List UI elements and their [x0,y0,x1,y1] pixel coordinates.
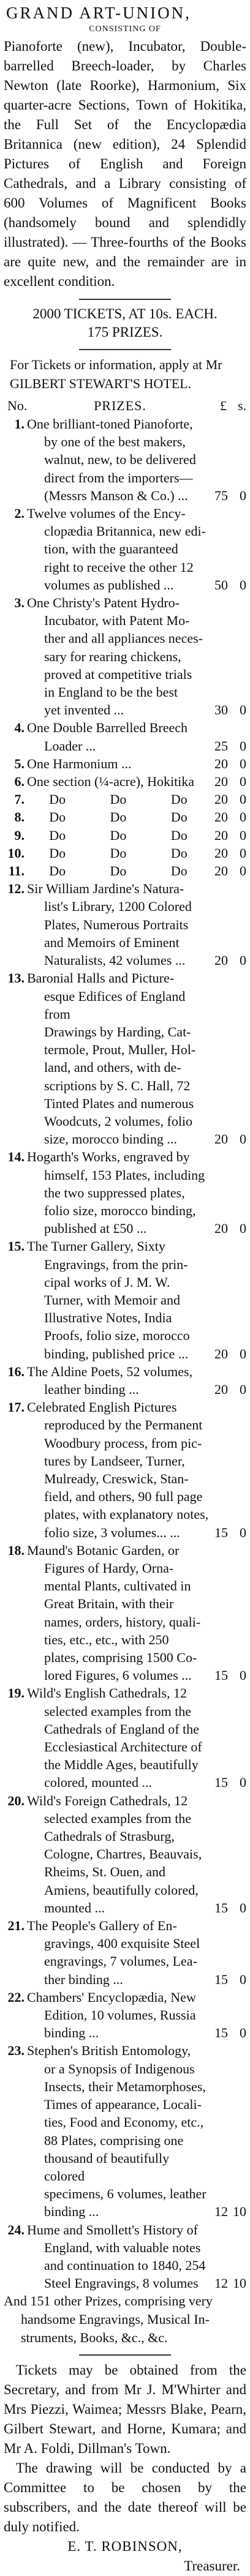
prize-number: 21. [7,1918,25,1934]
prize-row [4,1541,246,1685]
prize-description-line: Woodcuts, 2 volumes, folio [44,1113,193,1129]
prize-value-shillings: 0 [240,1524,246,1540]
prize-description-line: Engravings, from the prin- [44,1256,188,1272]
prize-value-shillings: 0 [240,1668,246,1683]
ditto-mark: Do [110,809,127,825]
prize-value-shillings: 0 [240,792,246,807]
prize-number: 10. [7,845,25,861]
signature-name: E. T. ROBINSON, [67,2539,183,2555]
prize-description-line: Tinted Plates and numerous [44,1095,194,1111]
hotel-line: GILBERT STEWART'S HOTEL. [10,376,192,391]
prize-description-line: names, orders, history, quali- [44,1614,201,1630]
prize-description-line: Wild's Foreign Cathedrals, 12 [27,1792,188,1808]
prize-value-pounds: 20 [214,953,228,968]
prize-row [4,415,246,504]
prize-description [27,1792,210,1917]
other-prizes-line: handsome Engravings, Musical In- [21,2312,210,2327]
prize-description-line: (Messrs Manson & Co.) ... [44,487,188,503]
prize-number: 16. [7,1363,25,1379]
prize-description-line: size, morocco binding ... [44,1131,177,1147]
divider [79,2354,171,2356]
prize-description-line: Steel Engravings, 8 volumes [44,2275,199,2291]
prize-value-shillings: 0 [240,738,246,754]
prize-value-pounds: 20 [214,792,228,807]
prize-value-pounds: 15 [214,2025,228,2041]
prize-description-line: England, with valuable notes [44,2239,201,2255]
prize-description [27,719,210,754]
prize-description-line: Maund's Botanic Garden, or [27,1542,180,1558]
tickets-line: 2000 TICKETS, AT 10s. EACH. [32,306,218,321]
prize-description-line: Illustrative Notes, India [44,1310,172,1326]
prize-description-line: Incubator, with Patent Mo- [44,613,190,629]
prize-description-line: right to receive the other 12 [44,559,194,575]
ditto-mark: Do [49,863,66,879]
divider [79,349,171,350]
ditto-mark: Do [170,863,188,879]
prize-value-pounds: 20 [214,755,228,771]
prize-description-line: termole, Prout, Muller, Hol- [44,1042,196,1058]
prize-number: 23. [7,2043,25,2059]
prize-row [4,1988,246,2042]
ditto-mark: Do [170,792,188,807]
prize-value-shillings: 0 [240,1381,246,1397]
prize-description [27,1237,210,1362]
prize-description-line: Plates, Numerous Portraits [44,916,189,932]
prize-value-pounds: 50 [214,577,228,593]
prize-value-pounds: 25 [214,738,228,754]
prize-value-shillings: 0 [240,845,246,861]
prize-description-line: the Middle Ages, beautifully [44,1757,199,1773]
prize-description-line: Drawings by Harding, Cat- [44,1024,191,1039]
prize-description-line: selected examples from the [44,1703,192,1719]
prize-value-shillings: 0 [240,1131,246,1147]
prize-description-line: esque Edifices of England from [44,988,186,1022]
prize-description [27,1988,210,2042]
prize-number: 15. [7,1238,25,1254]
prize-number: 1. [14,416,25,432]
ditto-mark: Do [110,827,127,843]
prize-description-line: mental Plants, cultivated in [44,1578,191,1594]
prize-description-line: folio size, morocco binding, [44,1202,196,1218]
prize-number: 2. [14,506,25,522]
prize-description-line: plates, comprising 1500 Co- [44,1650,197,1666]
prize-description [27,755,210,773]
prize-value-shillings: 0 [240,1971,246,1987]
ditto-mark: Do [49,809,66,825]
prize-row [4,1792,246,1917]
prize-description-line: Great Britain, with their [44,1596,174,1612]
prize-description-line: ties, Food and Economy, etc., [44,2114,204,2130]
prize-description-line: Cathedrals of England of the [44,1721,199,1737]
prize-value-pounds: 20 [214,1131,228,1147]
prize-row [4,1398,246,1541]
prize-row [4,755,246,773]
prize-row [4,808,246,826]
prize-description-line: field, and others, 90 full page [44,1489,203,1505]
prize-row [4,1363,246,1398]
prize-value-pounds: 20 [214,845,228,861]
prize-number: 4. [14,720,25,736]
prize-description-line: Celebrated English Pictures [27,1399,177,1415]
prize-description-line: specimens, 6 volumes, leather [44,2186,206,2202]
prize-description-line: engravings, 7 volumes, Lea- [44,1953,197,1969]
prize-description [27,594,210,719]
prize-description-line: Loader ... [44,738,96,754]
prize-description-line: The People's Gallery of En- [27,1918,177,1934]
prize-description [27,1148,210,1237]
prize-value-shillings: 0 [240,755,246,771]
prize-number: 12. [7,881,25,897]
intro-paragraph: Pianoforte (new), Incubator, Double-barrelled Breech-loader, by Charles Newton (late Roorke), Harmonium, Six quarter-acre Sections, Town of Hokitika, the Full Set of the Encyclopædia Britannica (new edition), 24 Splendid Pictures of English and Foreign Cathedrals, and a Library consisting of 600 Volumes of Magnificent Books (handsomely bound and splendidly illustrated). — Three-fourths of the Books are quite new, and the remainder are in excellent condition. [4,39,246,289]
prize-value-shillings: 0 [240,2025,246,2041]
ditto-mark: Do [170,845,188,861]
prize-value-shillings: 0 [240,1346,246,1361]
prize-value-shillings: 0 [240,863,246,879]
prize-description-line: Ecclesiastical Architecture of [44,1739,202,1755]
prize-description [27,1541,210,1685]
prize-description-line: published at £50 ... [44,1221,147,1237]
prize-description-line: leather binding ... [44,1381,139,1397]
prize-description-line: Chambers' Encyclopædia, New [27,1989,196,2005]
ditto-mark: Do [170,809,188,825]
prize-description-line: Sir William Jardine's Natura- [27,881,184,897]
prize-description-line: Twelve volumes of the Ency- [27,506,186,522]
apply-line: For Tickets or information, apply at Mr [10,357,222,372]
divider [79,299,171,300]
prize-description [27,1684,210,1791]
prize-row [4,969,246,1148]
prize-description-line: ties, etc., etc., with 250 [44,1631,169,1647]
prize-description [27,862,210,880]
closing-paragraph: The drawing will be conducted by a Committee to be chosen by the subscribers, and the date thereof will be duly notified. [4,2460,246,2535]
prize-description-line: Cathedrals of Strasburg, [44,1829,175,1844]
prize-description [27,504,210,594]
prize-row [4,1684,246,1791]
prize-description-line: The Turner Gallery, Sixty [27,1238,165,1254]
prize-number: 22. [7,1989,25,2005]
prize-description-line: volumes as published ... [44,577,174,593]
prize-description-line: Hogarth's Works, engraved by [27,1149,190,1165]
prize-number: 14. [7,1149,25,1165]
prize-row [4,1148,246,1237]
prize-description-line: One section (¼-acre), Hokitika [27,774,195,790]
prize-value-shillings: 0 [240,1900,246,1915]
prize-row [4,790,246,808]
prize-description-line: binding, published price ... [44,1346,189,1361]
prize-description [27,2042,210,2220]
prize-description-line: reproduced by the Permanent [44,1417,203,1433]
prize-description-line: One Christy's Patent Hydro- [27,595,180,611]
prize-value-pounds: 20 [214,809,228,825]
prize-description [27,844,210,862]
prize-number: 8. [14,809,25,825]
prize-number: 24. [7,2222,25,2237]
prize-description [27,1363,210,1398]
ditto-mark: Do [170,827,188,843]
prize-description-line: yet invented ... [44,702,124,718]
prize-description-line: scriptions by S. C. Hall, 72 [44,1077,191,1093]
prize-description-line: Cologne, Chartres, Beauvais, [44,1846,202,1862]
prize-description-line: binding ... [44,2204,99,2220]
prize-description-line: The Aldine Poets, 52 volumes, [27,1363,193,1379]
ditto-mark: Do [110,863,127,879]
prize-value-shillings: 10 [233,2275,246,2291]
prize-description-line: ther binding ... [44,1971,123,1987]
other-prizes-line: struments, Books, &c., &c. [21,2330,168,2346]
prize-description-line: Baronial Halls and Picture- [27,970,175,986]
prize-description-line: the two suppressed plates, [44,1185,185,1200]
prize-value-shillings: 0 [240,702,246,718]
prize-description-line: Naturalists, 42 volumes ... [44,953,186,968]
prize-description-line: One Harmonium ... [27,755,132,771]
prize-number: 18. [7,1542,25,1558]
prize-description [27,1917,210,1988]
prize-description-line: or a Synopsis of Indigenous [44,2061,195,2076]
prize-description [27,826,210,844]
prize-value-shillings: 0 [240,1775,246,1791]
prize-description-line: himself, 153 Plates, including [44,1167,205,1183]
closing-paragraph: Tickets may be obtained from the Secretary, and from Mr J. M'Whirter and Mrs Piezzi, Waimea; Messrs Blake, Pearn, Gilbert Stewart, and Horne, Kumara; and Mr A. Foldi, Dillman's Town. [4,2362,246,2457]
prize-description-line: ther and all appliances neces- [44,631,203,646]
prize-description-line: walnut, new, to be delivered [44,452,196,468]
prize-number: 13. [7,970,25,986]
prize-description-line: Proofs, folio size, morocco [44,1328,190,1344]
ditto-mark: Do [49,792,66,807]
prize-description-line: in England to be the best [44,684,178,700]
prize-row [4,1237,246,1362]
closing-text [4,2361,246,2537]
prize-description-line: Rheims, St. Ouen, and [44,1864,165,1880]
prize-value-pounds: 15 [214,1524,228,1540]
prize-number: 17. [7,1399,25,1415]
prize-row [4,504,246,594]
prize-value-shillings: 0 [240,774,246,790]
header-prizes: PRIZES. [94,398,146,413]
prize-description-line: tion, with the guaranteed [44,541,178,557]
prize-row [4,844,246,862]
prize-description-line: land, and others, with de- [44,1060,181,1076]
prizes-count-line: 175 PRIZES. [87,324,163,340]
ditto-mark: Do [49,845,66,861]
prize-description [27,808,210,826]
other-prizes-first: And 151 other Prizes, comprising very [4,2293,213,2309]
prize-description-line: 88 Plates, comprising one [44,2132,184,2148]
prize-description [27,773,210,790]
header-shillings: s. [237,398,246,413]
prize-number: 19. [7,1685,25,1701]
page-title: GRAND ART-UNION, [6,4,191,22]
prize-description-line: tures by Landseer, Turner, [44,1453,185,1469]
header-pounds: £ [220,398,227,413]
prize-number: 5. [14,755,25,771]
prize-value-pounds: 20 [214,827,228,843]
prize-description-line: One Double Barrelled Breech [27,720,188,736]
prize-row [4,773,246,790]
prize-list [4,415,246,2292]
prize-value-shillings: 0 [240,809,246,825]
prize-value-shillings: 0 [240,827,246,843]
prize-number: 9. [14,827,25,843]
prize-description-line: and continuation to 1840, 254 [44,2257,206,2273]
consisting-of-label: CONSISTING OF [89,24,161,34]
prize-description-line: mounted ... [44,1900,105,1915]
prize-description-line: Edition, 10 volumes, Russia [44,2007,196,2023]
prize-value-pounds: 20 [214,1381,228,1397]
prize-value-shillings: 0 [240,953,246,968]
prize-description-line: and Memoirs of Eminent [44,934,180,950]
prize-description-line: Stephen's British Entomology, [27,2043,191,2059]
prize-value-pounds: 20 [214,1221,228,1237]
prize-description [27,415,210,504]
prize-row [4,1917,246,1988]
header-no: No. [7,398,28,413]
ditto-mark: Do [110,792,127,807]
prize-value-shillings: 0 [240,577,246,593]
prize-row [4,880,246,969]
prize-row [4,594,246,719]
prize-value-pounds: 12 [214,2275,228,2291]
prize-number: 11. [8,863,25,879]
prize-description-line: One brilliant-toned Pianoforte, [27,416,193,432]
prize-value-pounds: 20 [214,774,228,790]
prize-description-line: colored, mounted ... [44,1775,152,1791]
prize-description-line: direct from the importers— [44,470,193,485]
prize-value-pounds: 15 [214,1775,228,1791]
prize-number: 20. [7,1792,25,1808]
prize-description-line: gravings, 400 exquisite Steel [44,1936,200,1952]
prize-row [4,2221,246,2293]
prize-description-line: binding ... [44,2025,99,2041]
prize-value-pounds: 15 [214,1668,228,1683]
prize-value-pounds: 30 [214,702,228,718]
prize-row [4,2042,246,2220]
prize-description [27,2221,210,2293]
prize-description-line: Mulready, Creswick, Stan- [44,1470,189,1486]
prize-description-line: sary for rearing chickens, [44,648,181,664]
prize-description-line: Hume and Smollett's History of [27,2222,198,2237]
other-prizes [4,2292,246,2347]
prize-description-line: list's Library, 1200 Colored [44,899,192,915]
signature-title: Treasurer. [184,2558,240,2574]
prize-row [4,862,246,880]
prize-description-line: by one of the best makers, [44,434,186,450]
prize-number: 7. [14,792,25,807]
prize-description [27,880,210,969]
prize-value-shillings: 0 [240,1221,246,1237]
prize-number: 3. [14,595,25,611]
ditto-mark: Do [110,845,127,861]
prize-description-line: lored Figures, 6 volumes ... [44,1668,192,1683]
prize-description-line: proved at competitive trials [44,666,192,682]
prize-description-line: Figures of Hardy, Orna- [44,1560,174,1576]
prize-description [27,969,210,1148]
prize-number: 6. [14,774,25,790]
prize-value-pounds: 15 [214,1971,228,1987]
prize-description-line: thousand of beautifully colored [44,2150,170,2184]
prize-description-line: cipal works of J. M. W. [44,1274,170,1290]
prize-description-line: Amiens, beautifully colored, [44,1882,199,1898]
prize-row [4,719,246,754]
prize-value-pounds: 12 [214,2204,228,2220]
prize-value-pounds: 20 [214,1346,228,1361]
prize-description-line: folio size, 3 volumes... ... [44,1524,180,1540]
prize-description-line: clopædia Britannica, new edi- [44,523,206,539]
prize-description [27,790,210,808]
prize-value-pounds: 20 [214,863,228,879]
prize-description-line: plates, with explanatory notes, [44,1507,209,1522]
prize-value-pounds: 75 [214,487,228,503]
prize-value-shillings: 0 [240,487,246,503]
prize-table-header [4,397,246,415]
prize-row [4,826,246,844]
ditto-mark: Do [49,827,66,843]
prize-description-line: Woodbury process, from pic- [44,1435,202,1451]
prize-description-line: Turner, with Memoir and [44,1292,180,1308]
prize-description-line: Times of appearance, Locali- [44,2097,202,2113]
prize-description-line: Insects, their Metamorphoses, [44,2078,206,2094]
prize-description [27,1398,210,1541]
prize-description-line: selected examples from the [44,1810,192,1826]
prize-value-shillings: 10 [233,2204,246,2220]
prize-description-line: Wild's English Cathedrals, 12 [27,1685,187,1701]
prize-value-pounds: 15 [214,1900,228,1915]
